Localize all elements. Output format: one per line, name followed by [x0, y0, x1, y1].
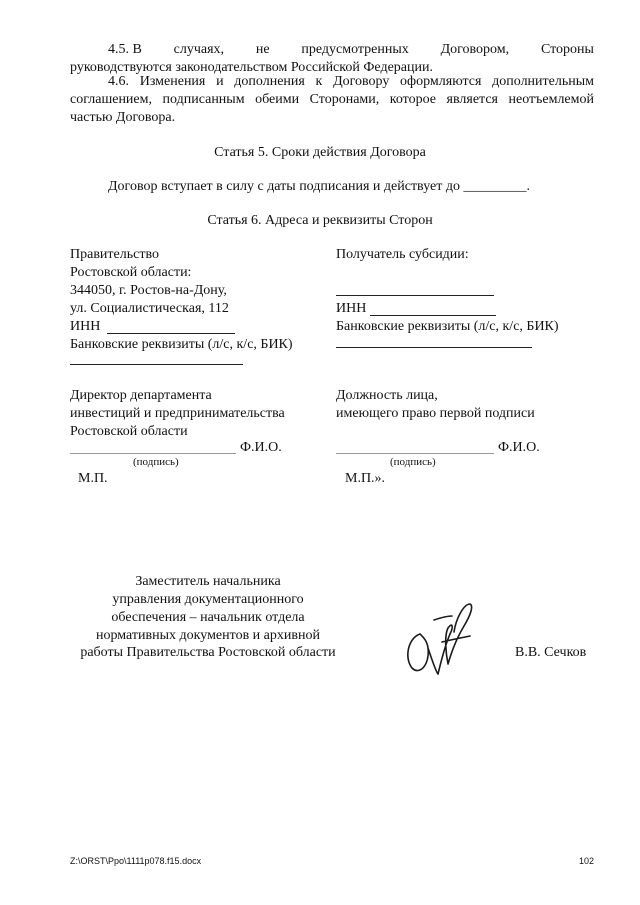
right-party-bank-label: Банковские реквизиты (л/с, к/с, БИК) [336, 319, 559, 334]
approval-line-4: нормативных документов и архивной [96, 628, 320, 643]
approval-line-5: работы Правительства Ростовской области [80, 645, 336, 660]
right-sign-line-1: Должность лица, [336, 388, 438, 403]
left-party-address-1: 344050, г. Ростов-на-Дону, [70, 283, 227, 298]
left-party-name-1: Правительство [70, 247, 159, 262]
article-5-title: Статья 5. Сроки действия Договора [214, 145, 426, 160]
left-party-inn-blank [107, 333, 235, 334]
clause-4-5-word: не [255, 42, 270, 57]
right-party-bank-blank [336, 347, 532, 348]
page-number: 102 [579, 856, 595, 866]
approval-line-3: обеспечения – начальник отдела [111, 610, 305, 625]
left-sign-fio: Ф.И.О. [240, 440, 282, 455]
right-party-inn-blank [370, 315, 496, 316]
clause-4-5-word: предусмотренных [301, 42, 409, 57]
right-signature-caption: (подпись) [390, 456, 436, 468]
signer-name: В.В. Сечков [515, 645, 587, 660]
left-seal: М.П. [78, 471, 108, 486]
left-signature-line [70, 453, 236, 454]
approval-line-1: Заместитель начальника [135, 574, 281, 589]
right-signature-line [336, 453, 494, 454]
left-party-address-2: ул. Социалистическая, 112 [70, 301, 229, 316]
clause-4-5-line2: руководствуются законодательством Российской Федерации. [70, 60, 433, 75]
left-sign-line-2: инвестиций и предпринимательства [70, 406, 285, 421]
clause-4-6: 4.6. Изменения и дополнения к Договору оформляются дополнительным соглашением, подписанным обеими Сторонами, которое является неотъемлемой частью Договора. [70, 74, 594, 125]
clause-4-5-word: случаях, [173, 42, 225, 57]
left-party-inn-label: ИНН [70, 319, 101, 334]
right-sign-fio: Ф.И.О. [498, 440, 540, 455]
left-signature-caption: (подпись) [133, 456, 179, 468]
clause-4-5-line1 [108, 41, 594, 59]
clause-4-5-word: 4.5. В [108, 42, 142, 57]
left-party-bank-label: Банковские реквизиты (л/с, к/с, БИК) [70, 337, 293, 352]
clause-4-5-word: Стороны [540, 42, 594, 57]
right-seal: М.П.». [345, 471, 386, 486]
left-sign-line-3: Ростовской области [70, 424, 188, 439]
article-6-title: Статья 6. Адреса и реквизиты Сторон [207, 213, 433, 228]
right-party-inn-label: ИНН [336, 301, 367, 316]
clause-4-5-word: Договором, [440, 42, 510, 57]
handwritten-signature [398, 598, 480, 680]
right-sign-line-2: имеющего право первой подписи [336, 406, 535, 421]
approval-line-2: управления документационного [112, 592, 304, 607]
left-party-bank-blank [70, 364, 243, 365]
article-5-text: Договор вступает в силу с даты подписания и действует до _________. [108, 179, 530, 194]
left-party-name-2: Ростовской области: [70, 265, 192, 280]
footer-file-path: Z:\ORST\Ppo\1111p078.f15.docx [70, 856, 202, 866]
right-party-name-blank [336, 295, 494, 296]
left-sign-line-1: Директор департамента [70, 388, 212, 403]
right-party-name: Получатель субсидии: [336, 247, 469, 262]
